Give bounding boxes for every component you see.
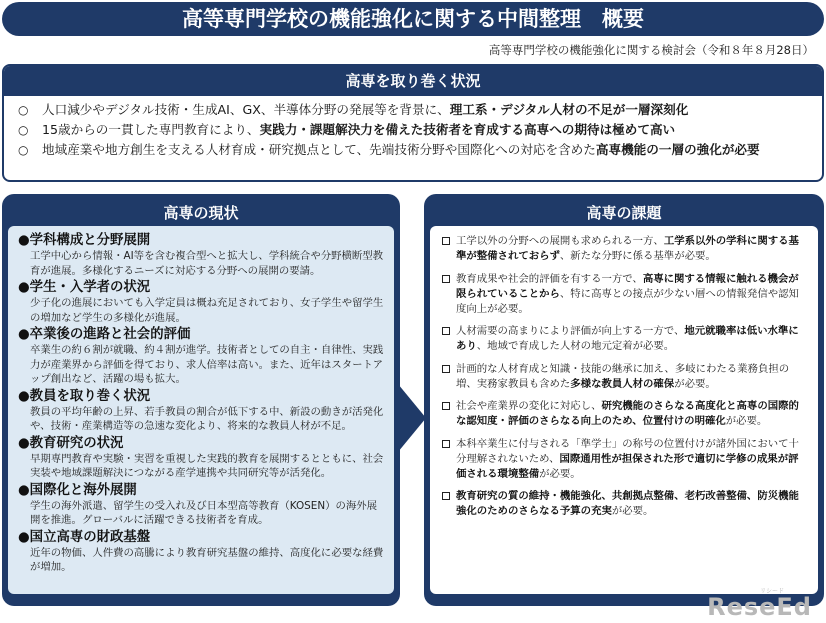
status-body bbox=[8, 226, 394, 594]
status-item-text: 教員の平均年齢の上昇、若手教員の割合が低下する中、新設の動きが活発化や、技術・産業構造等の急速な変化より、将来的な教員人材が不足。 bbox=[30, 405, 384, 432]
issues-heading: 高専の課題 bbox=[586, 204, 662, 222]
circle-bullet-icon: ○ bbox=[18, 123, 29, 137]
status-item-title: ●学生・入学者の状況 bbox=[18, 280, 151, 295]
issue-item: 工学以外の分野への展開も求められる一方、工学系以外の学科に関する基準が整備されておらず、新たな分野に係る基準が必要。 bbox=[442, 234, 808, 264]
status-item bbox=[18, 326, 386, 387]
status-item-text: 工学中心から情報・AI等を含む複合型へと拡大し、学科統合や分野横断型教育が進展。多様化するニーズに対応する分野への展開の要請。 bbox=[30, 250, 384, 277]
status-item-text: 早期専門教育や実験・実習を重視した実践的教育を展開するとともに、社会実装や地域課題解決につながる産学連携や共同研究等が活発化。 bbox=[30, 452, 384, 479]
status-panel bbox=[2, 194, 400, 606]
situation-item: ○ 人口減少やデジタル技術・生成AI、GX、半導体分野の発展等を背景に、理工系・デジタル人材の不足が一層深刻化 bbox=[18, 100, 812, 120]
issue-item: 本科卒業生に付与される「準学士」の称号の位置付けが諸外国において十分理解されないため、国際通用性が担保された形で適切に学修の成果が評価される環境整備が必要。 bbox=[442, 437, 808, 482]
page-subtitle: 高等専門学校の機能強化に関する検討会（令和８年８月28日） bbox=[488, 43, 814, 57]
square-bullet-icon bbox=[442, 365, 450, 373]
status-item-title: ●国立高専の財政基盤 bbox=[18, 529, 151, 545]
status-item-title: ●卒業後の進路と社会的評価 bbox=[18, 327, 191, 342]
status-item bbox=[18, 388, 386, 434]
status-item-title: ●学科構成と分野展開 bbox=[18, 233, 151, 248]
status-item bbox=[18, 232, 386, 278]
status-item-text: 少子化の進展においても入学定員は概ね充足されており、女子学生や留学生の増加など学生の多様化が進展。 bbox=[30, 297, 384, 324]
status-item-title: ●国際化と海外展開 bbox=[18, 482, 137, 498]
status-item-text: 学生の海外派遣、留学生の受入れ及び日本型高等教育（KOSEN）の海外展開を推進。グローバルに活躍できる技術者を育成。 bbox=[30, 499, 378, 526]
issue-item: 教育成果や社会的評価を有する一方で、高専に関する情報に触れる機会が限られていることから、特に高専との接点が少ない層への情報発信や認知度向上が必要。 bbox=[442, 272, 808, 317]
circle-bullet-icon: ○ bbox=[18, 103, 29, 117]
issues-body bbox=[430, 226, 818, 594]
situation-item: ○ 15歳からの一貫した専門教育により、実践力・課題解決力を備えた技術者を育成する高専への期待は極めて高い bbox=[18, 120, 812, 140]
issue-item: 教育研究の質の維持・機能強化、共創拠点整備、老朽改善整備、防災機能強化のためのさらなる予算の充実が必要。 bbox=[442, 489, 808, 519]
page-title: 高等専門学校の機能強化に関する中間整理 概要 bbox=[2, 2, 824, 36]
situation-section bbox=[2, 64, 824, 182]
square-bullet-icon bbox=[442, 237, 450, 245]
status-item-title: ●教員を取り巻く状況 bbox=[18, 388, 151, 404]
status-item-text: 近年の物価、人件費の高騰により教育研究基盤の維持、高度化に必要な経費が増加。 bbox=[30, 546, 384, 573]
situation-item: ○ 地域産業や地方創生を支える人材育成・研究拠点として、先端技術分野や国際化への対応を含めた高専機能の一層の強化が必要 bbox=[18, 140, 812, 160]
square-bullet-icon bbox=[442, 440, 450, 448]
circle-bullet-icon: ○ bbox=[18, 143, 29, 157]
status-item-title: ●教育研究の状況 bbox=[18, 435, 124, 451]
square-bullet-icon bbox=[442, 492, 450, 500]
square-bullet-icon bbox=[442, 402, 450, 410]
issue-item: 社会や産業界の変化に対応し、研究機能のさらなる高度化と高専の国際的な認知度・評価のさらなる向上のため、位置付けの明確化が必要。 bbox=[442, 399, 808, 429]
issues-panel bbox=[424, 194, 824, 606]
reseed-logo: ReseEd bbox=[707, 593, 812, 621]
status-item bbox=[18, 435, 386, 481]
situation-list bbox=[4, 96, 822, 160]
square-bullet-icon bbox=[442, 327, 450, 335]
status-item bbox=[18, 529, 386, 575]
square-bullet-icon bbox=[442, 275, 450, 283]
right-arrow-icon bbox=[398, 384, 426, 452]
status-item bbox=[18, 279, 386, 325]
status-item-text: 卒業生の約６割が就職、約４割が進学。技術者としての自主・自律性、実践力が産業界から評価を得ており、求人倍率は高い。また、近年はスタートアップ創出など、活躍の場も拡大。 bbox=[30, 344, 384, 385]
situation-heading: 高専を取り巻く状況 bbox=[4, 66, 822, 96]
watermark-subtext: リシード bbox=[759, 588, 784, 595]
status-item bbox=[18, 482, 386, 528]
status-heading: 高専の現状 bbox=[163, 204, 239, 222]
issue-item: 計画的な人材育成と知識・技能の継承に加え、多岐にわたる業務負担の増、実務家教員も含めた多様な教員人材の確保が必要。 bbox=[442, 362, 808, 392]
issue-item: 人材需要の高まりにより評価が向上する一方で、地元就職率は低い水準にあり、地域で育成した人材の地元定着が必要。 bbox=[442, 324, 808, 354]
